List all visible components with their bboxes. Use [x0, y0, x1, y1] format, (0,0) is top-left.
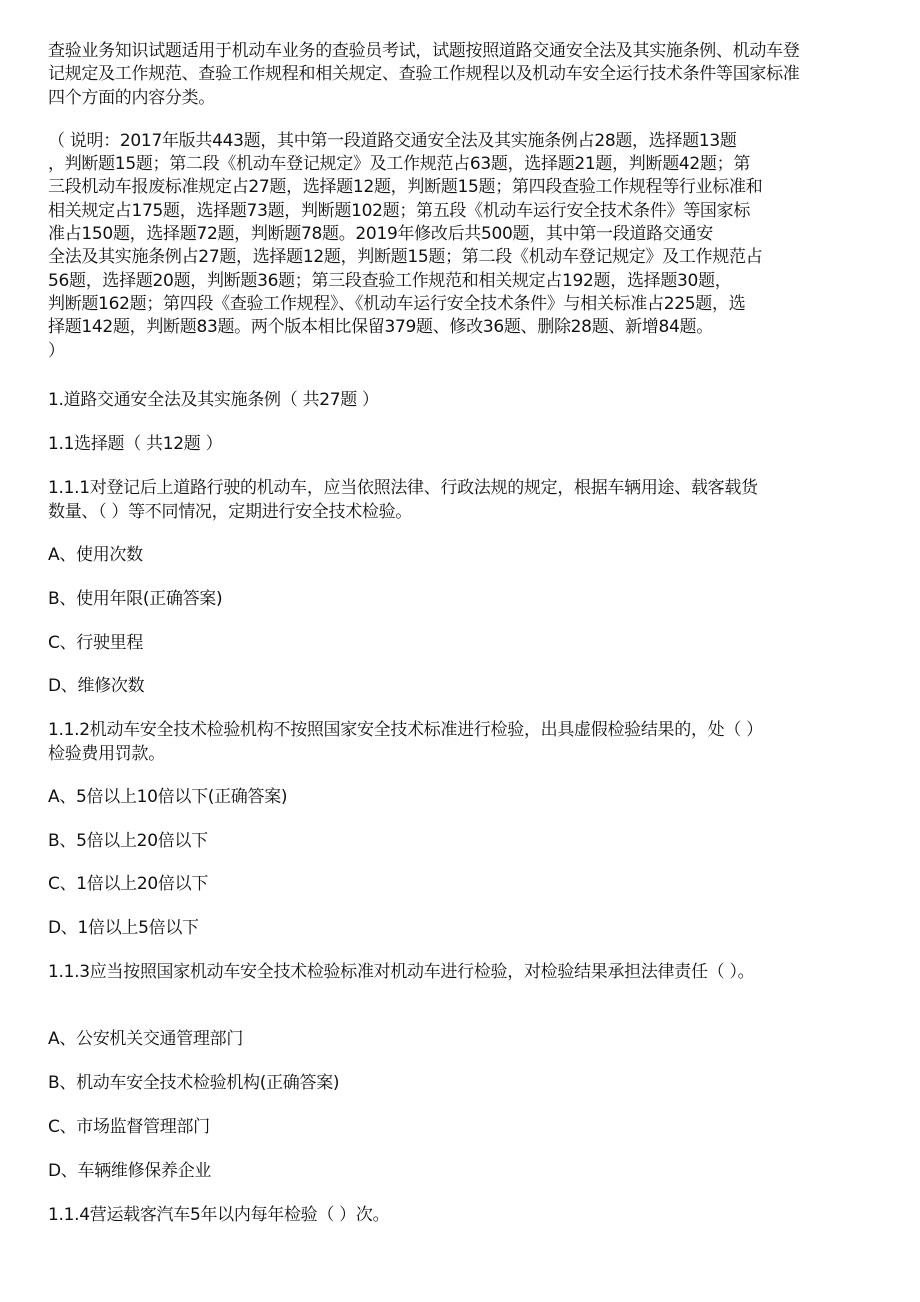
note-line: 三段机动车报废标准规定占27题，选择题12题，判断题15题；第四段查验工作规程等行业标准和	[48, 177, 763, 198]
option-b: B、5倍以上20倍以下	[48, 830, 208, 851]
note-line: 相关规定占175题，选择题73题，判断题102题；第五段《机动车运行安全技术条件》等国家标	[48, 200, 751, 221]
option-c: C、1倍以上20倍以下	[48, 874, 209, 895]
note-paragraph	[48, 130, 893, 363]
intro-paragraph	[48, 40, 893, 110]
subsection-title: 1.1选择题（ 共12题 ）	[48, 434, 223, 455]
note-line: 判断题162题；第四段《查验工作规程》、《机动车运行安全技术条件》与相关标准占225题，选	[48, 293, 746, 314]
note-line: （ 说明：2017年版共443题，其中第一段道路交通安全法及其实施条例占28题，选择题13题	[48, 130, 737, 151]
option-b: B、机动车安全技术检验机构(正确答案)	[48, 1073, 340, 1094]
question-text: 1.1.3应当按照国家机动车安全技术检验标准对机动车进行检验，对检验结果承担法律责任（ ）。	[48, 962, 755, 983]
intro-line: 查验业务知识试题适用于机动车业务的查验员考试，试题按照道路交通安全法及其实施条例、机动车登	[48, 41, 800, 61]
intro-line: 四个方面的内容分类。	[48, 87, 215, 108]
question-text: 1.1.1对登记后上道路行驶的机动车，应当依照法律、行政法规的规定，根据车辆用途、载客载货	[48, 478, 758, 499]
note-line: 56题，选择题20题，判断题36题；第三段查验工作规范和相关规定占192题，选择题30题，	[48, 270, 732, 291]
question-1	[48, 477, 893, 524]
document-page	[48, 40, 893, 1247]
section-title: 1.道路交通安全法及其实施条例（ 共27题 ）	[48, 389, 379, 410]
question-text: 数量、（ ）等不同情况，定期进行安全技术检验。	[48, 501, 413, 522]
note-line: ，判断题15题；第二段《机动车登记规定》及工作规范占63题，选择题21题，判断题42题；第	[48, 154, 751, 175]
question-text: 检验费用罚款。	[48, 743, 165, 764]
option-b: B、使用年限(正确答案)	[48, 588, 223, 609]
option-d: D、1倍以上5倍以下	[48, 918, 199, 939]
option-a: A、公安机关交通管理部门	[48, 1029, 244, 1050]
option-c: C、市场监督管理部门	[48, 1116, 210, 1137]
intro-line: 记规定及工作规范、查验工作规程和相关规定、查验工作规程以及机动车安全运行技术条件等国家标准	[48, 64, 800, 85]
question-3	[48, 961, 893, 984]
option-a: A、5倍以上10倍以下(正确答案)	[48, 786, 288, 807]
note-line: 全法及其实施条例占27题，选择题12题，判断题15题；第二段《机动车登记规定》及工作规范占	[48, 247, 763, 268]
question-text: 1.1.4营运载客汽车5年以内每年检验（ ）次。	[48, 1204, 390, 1225]
option-c: C、行驶里程	[48, 632, 144, 653]
question-text: 1.1.2机动车安全技术检验机构不按照国家安全技术标准进行检验，出具虚假检验结果的，处（ ）	[48, 720, 763, 741]
note-line: 准占150题，选择题72题，判断题78题。2019年修改后共500题，其中第一段道路交通安	[48, 224, 713, 245]
question-2	[48, 719, 893, 766]
note-line: 择题142题，判断题83题。两个版本相比保留379题、修改36题、删除28题、新增84题。	[48, 317, 713, 338]
option-d: D、维修次数	[48, 676, 145, 697]
option-a: A、使用次数	[48, 545, 143, 566]
note-line: ）	[48, 340, 65, 361]
option-d: D、车辆维修保养企业	[48, 1160, 212, 1181]
question-4	[48, 1204, 893, 1227]
